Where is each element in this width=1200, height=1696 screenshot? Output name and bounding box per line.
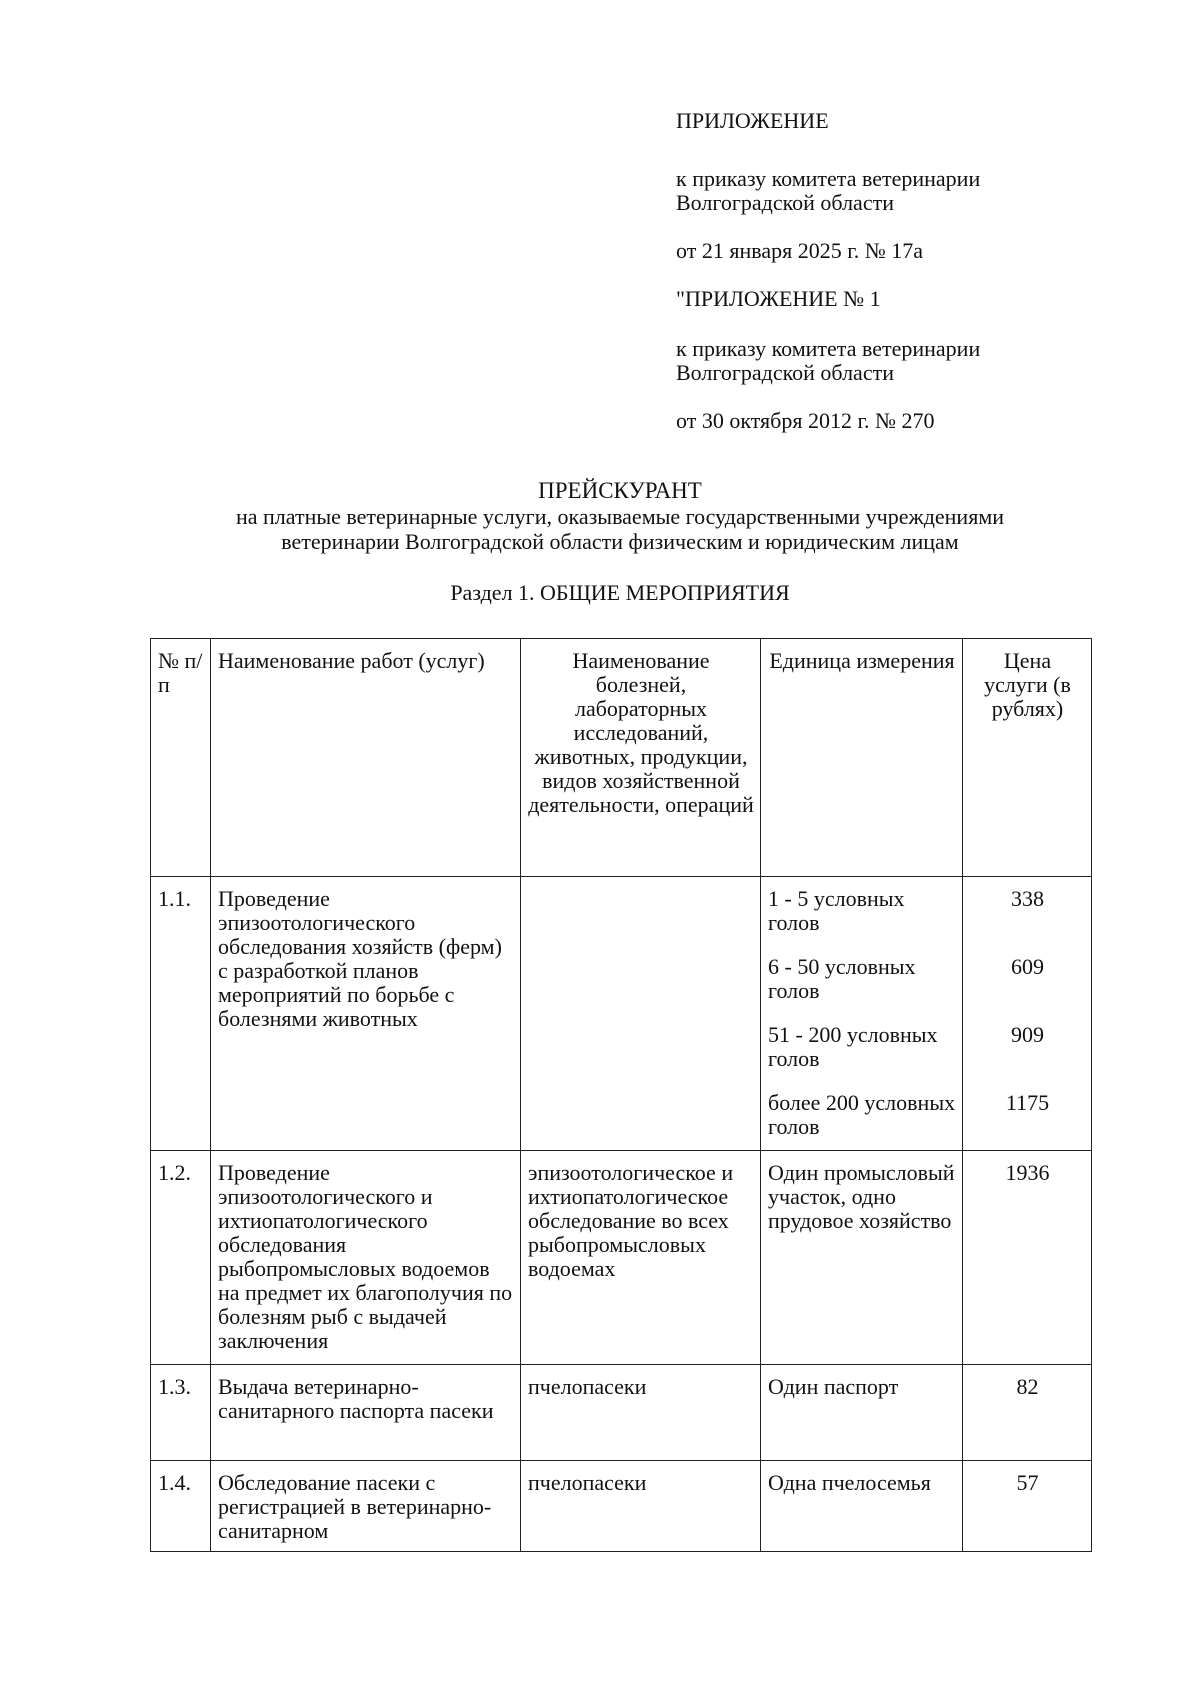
document-subtitle-line1: на платные ветеринарные услуги, оказываемые государственными учреждениями bbox=[235, 504, 1005, 529]
row-service: Выдача ветеринарно-санитарного паспорта пасеки bbox=[211, 1365, 521, 1461]
row-units bbox=[761, 877, 963, 1151]
appendix1-title: "ПРИЛОЖЕНИЕ № 1 bbox=[676, 286, 881, 311]
appendix-title: ПРИЛОЖЕНИЕ bbox=[676, 108, 829, 133]
row-service: Проведение эпизоотологического и ихтиопатологического обследования рыбопромысловых водоемов на предмет их благополучия по болезням рыб с выдачей заключения bbox=[211, 1151, 521, 1365]
document-title: ПРЕЙСКУРАНТ bbox=[538, 478, 702, 503]
unit-option: более 200 условных голов bbox=[768, 1090, 956, 1139]
appendix-ref-line1: к приказу комитета ветеринарии bbox=[676, 166, 981, 191]
appendix-date: от 21 января 2025 г. № 17а bbox=[676, 238, 923, 263]
document-subtitle-line2: ветеринарии Волгоградской области физическим и юридическим лицам bbox=[281, 529, 959, 554]
table-header-row bbox=[151, 639, 1092, 877]
row-prices bbox=[963, 877, 1092, 1151]
appendix-ref-line2: Волгоградской области bbox=[676, 190, 894, 215]
table-row bbox=[151, 877, 1092, 1151]
row-subject bbox=[521, 877, 761, 1151]
unit-option: 6 - 50 условных голов bbox=[768, 954, 916, 1003]
price-value: 609 bbox=[1011, 954, 1044, 979]
row-subject: пчелопасеки bbox=[521, 1461, 761, 1552]
table-row bbox=[151, 1365, 1092, 1461]
header-subject: Наименование болезней, лабораторных исследований, животных, продукции, видов хозяйственной деятельности, операций bbox=[521, 639, 761, 877]
row-num: 1.4. bbox=[151, 1461, 211, 1552]
row-subject: пчелопасеки bbox=[521, 1365, 761, 1461]
price-value: 909 bbox=[1011, 1022, 1044, 1047]
section-title: Раздел 1. ОБЩИЕ МЕРОПРИЯТИЯ bbox=[450, 580, 790, 605]
row-service: Обследование пасеки с регистрацией в ветеринарно-санитарном bbox=[211, 1461, 521, 1552]
table-row bbox=[151, 1461, 1092, 1552]
price-table bbox=[150, 638, 1092, 1552]
row-service: Проведение эпизоотологического обследования хозяйств (ферм) с разработкой планов мероприятий по борьбе с болезнями животных bbox=[211, 877, 521, 1151]
unit-option: 51 - 200 условных голов bbox=[768, 1022, 938, 1071]
row-price: 57 bbox=[963, 1461, 1092, 1552]
row-unit: Одна пчелосемья bbox=[761, 1461, 963, 1552]
appendix1-ref-line1: к приказу комитета ветеринарии bbox=[676, 336, 981, 361]
row-subject: эпизоотологическое и ихтиопатологическое обследование во всех рыбопромысловых водоемах bbox=[521, 1151, 761, 1365]
row-price: 1936 bbox=[963, 1151, 1092, 1365]
header-service: Наименование работ (услуг) bbox=[211, 639, 521, 877]
appendix1-date: от 30 октября 2012 г. № 270 bbox=[676, 408, 935, 433]
row-price: 82 bbox=[963, 1365, 1092, 1461]
table-row bbox=[151, 1151, 1092, 1365]
row-unit: Один промысловый участок, одно прудовое хозяйство bbox=[761, 1151, 963, 1365]
price-value: 1175 bbox=[1005, 1090, 1050, 1115]
price-value: 338 bbox=[1011, 886, 1044, 911]
unit-option: 1 - 5 условных голов bbox=[768, 886, 905, 935]
header-num: № п/п bbox=[151, 639, 211, 877]
row-unit: Один паспорт bbox=[761, 1365, 963, 1461]
row-num: 1.2. bbox=[151, 1151, 211, 1365]
appendix1-ref-line2: Волгоградской области bbox=[676, 360, 894, 385]
row-num: 1.1. bbox=[151, 877, 211, 1151]
header-price: Цена услуги (в рублях) bbox=[963, 639, 1092, 877]
row-num: 1.3. bbox=[151, 1365, 211, 1461]
header-unit: Единица измерения bbox=[761, 639, 963, 877]
